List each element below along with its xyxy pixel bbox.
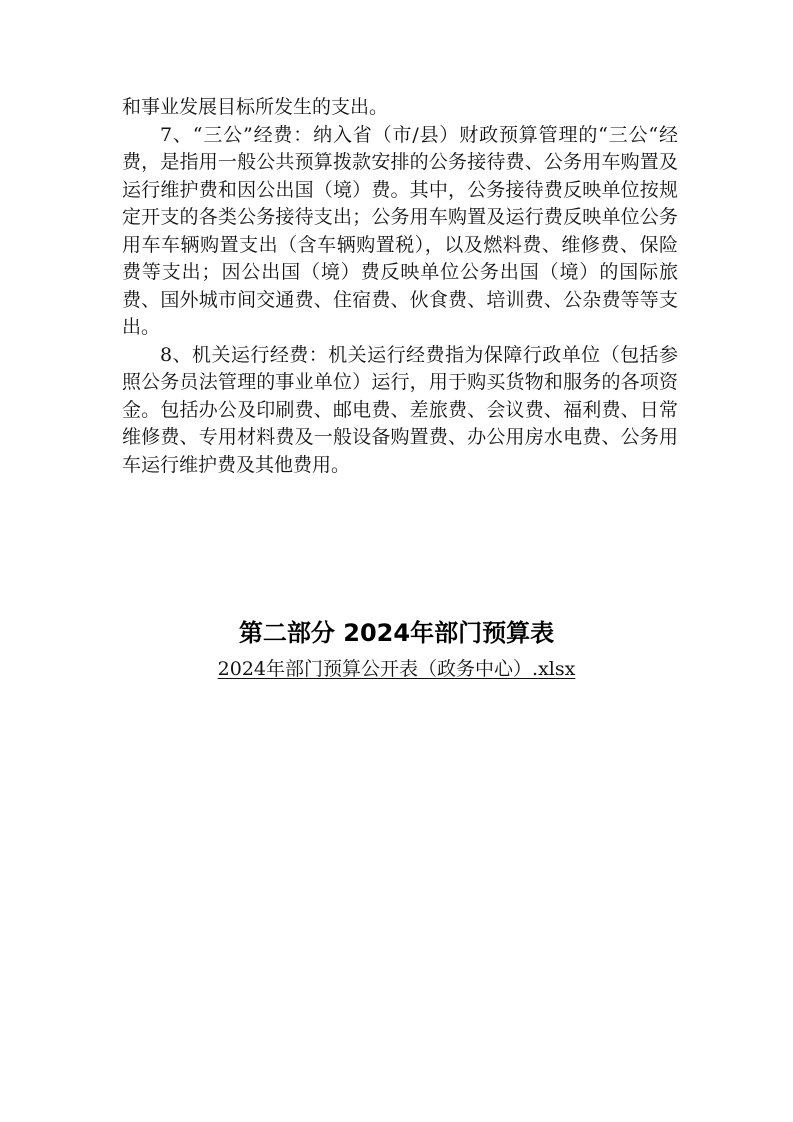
paragraph-continuation: 和事业发展目标所发生的支出。 [122,96,389,118]
body-text [122,94,678,479]
paragraph-operating-expenses: 8、机关运行经费：机关运行经费指为保障行政单位（包括参照公务员法管理的事业单位）运行，用于购买货物和服务的各项资金。包括办公及印刷费、邮电费、差旅费、会议费、福利费、日常维修费、专用材料费及一般设备购置费、办公用房水电费、公务用车运行维护费及其他费用。 [122,343,678,476]
paragraph-three-public-expenses: 7、“三公”经费：纳入省（市/县）财政预算管理的“三公“经费，是指用一般公共预算拨款安排的公务接待费、公务用车购置及运行维护费和因公出国（境）费。其中，公务接待费反映单位按规定开支的各类公务接待支出；公务用车购置及运行费反映单位公务用车车辆购置支出（含车辆购置税），以及燃料费、维修费、保险费等支出；因公出国（境）费反映单位公务出国（境）的国际旅费、国外城市间交通费、住宿费、伙食费、培训费、公杂费等等支出。 [122,123,678,338]
section-title: 第二部分 2024年部门预算表 [238,619,555,647]
attachment-file-link[interactable]: 2024年部门预算公开表（政务中心）.xlsx [217,658,576,680]
attachment-link-container [0,656,793,682]
